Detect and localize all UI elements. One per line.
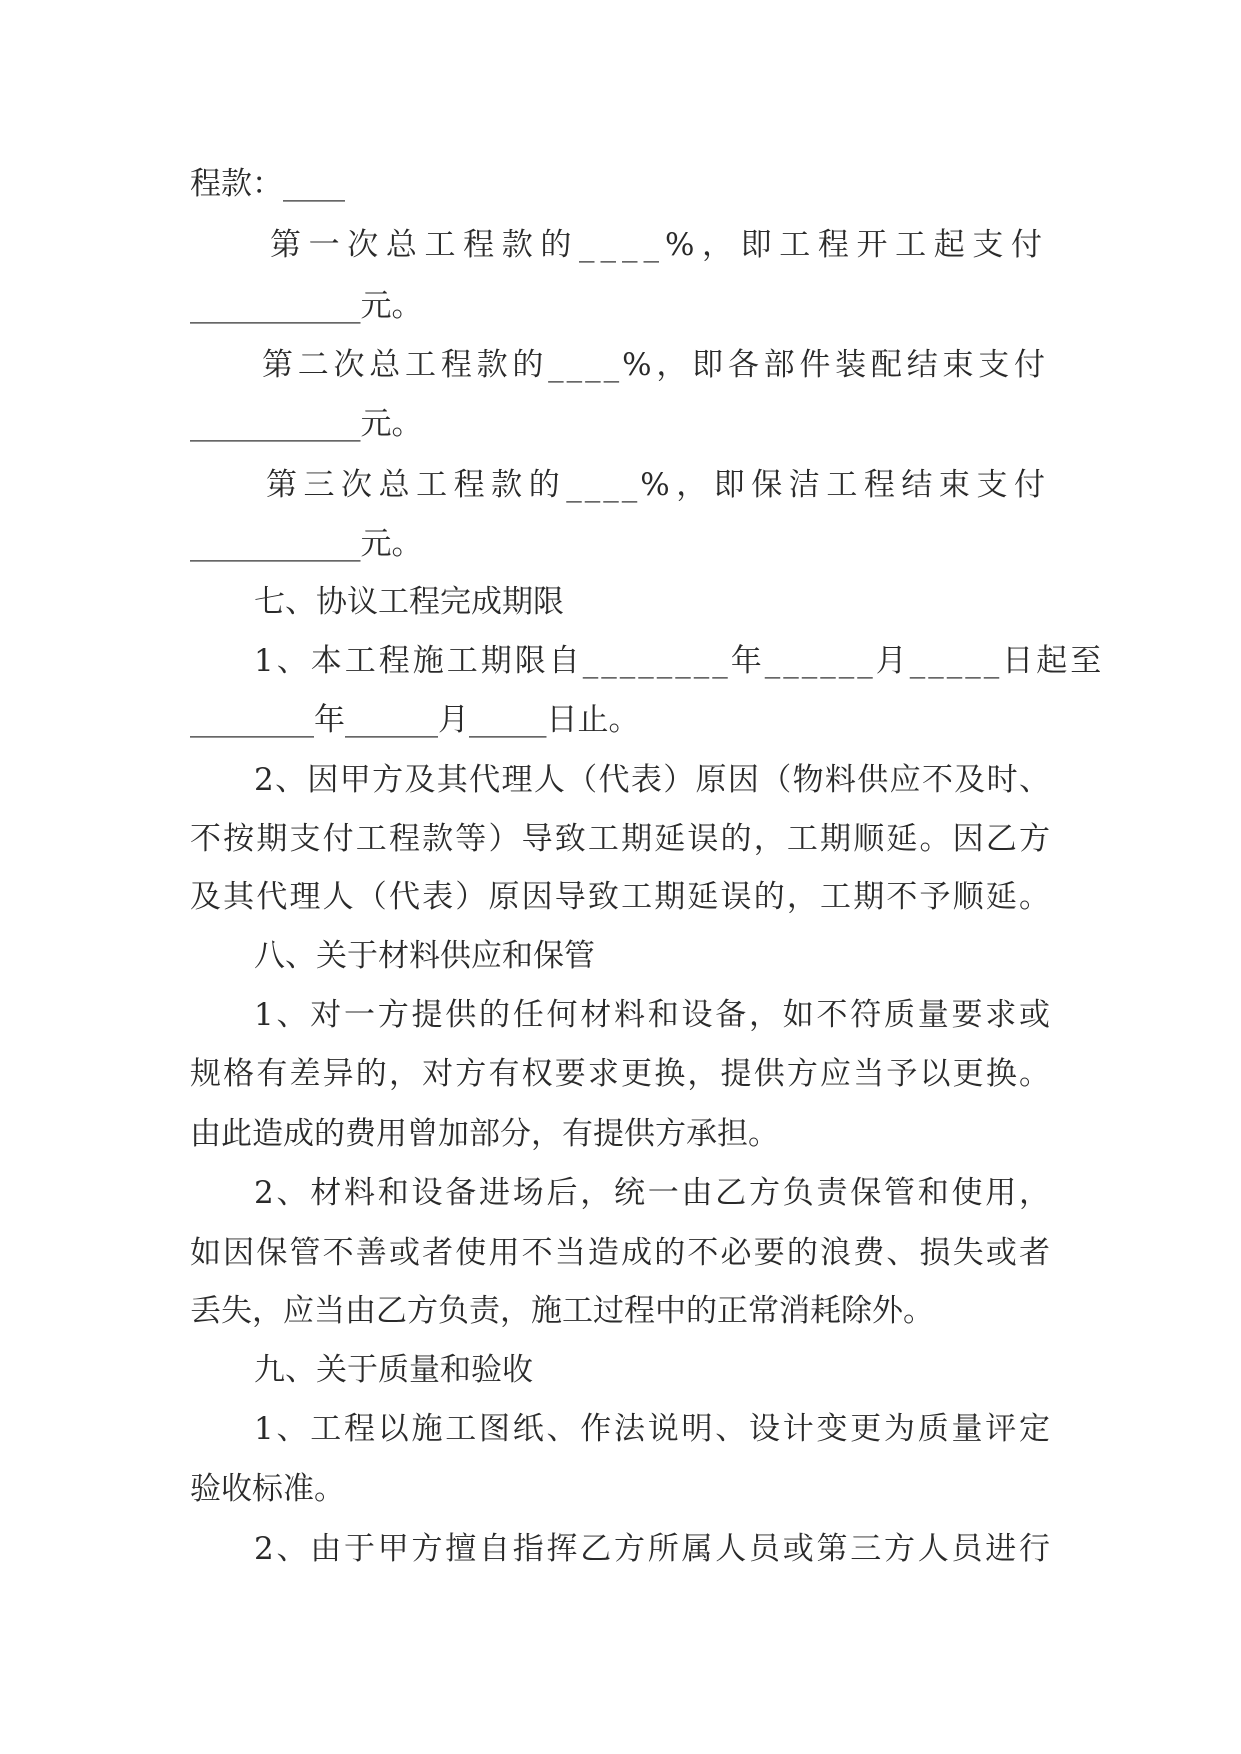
text-line: 验收标准。 [190,1471,345,1507]
text-line: 2、由于甲方擅自指挥乙方所属人员或第三方人员进行 [254,1531,1050,1567]
text-line: 第二次总工程款的____%，即各部件装配结束支付 [262,347,1048,383]
text-line: ___________元。 [190,406,423,442]
text-line: 第一次总工程款的____%，即工程开工起支付 [270,227,1048,263]
text-line: 规格有差异的，对方有权要求更换，提供方应当予以更换。 [190,1056,1050,1092]
text-line: 1、工程以施工图纸、作法说明、设计变更为质量评定 [254,1411,1050,1447]
text-line: 1、本工程施工期限自________年______月_____日起至 [254,643,1105,679]
text-line: 及其代理人（代表）原因导致工期延误的，工期不予顺延。 [190,879,1050,915]
text-line: 2、材料和设备进场后，统一由乙方负责保管和使用， [254,1175,1050,1211]
text-line: 如因保管不善或者使用不当造成的不必要的浪费、损失或者 [190,1235,1050,1271]
text-line: 由此造成的费用曾加部分，有提供方承担。 [190,1116,779,1152]
text-line: ___________元。 [190,288,423,324]
text-line: ________年______月_____日止。 [190,702,640,738]
section-heading: 八、关于材料供应和保管 [254,938,595,974]
text-line: 丢失，应当由乙方负责，施工过程中的正常消耗除外。 [190,1293,934,1329]
text-line: 2、因甲方及其代理人（代表）原因（物料供应不及时、 [254,762,1050,798]
text-line: 第三次总工程款的____%，即保洁工程结束支付 [266,467,1048,503]
text-line: 程款：____ [190,166,345,202]
text-line: 不按期支付工程款等）导致工期延误的，工期顺延。因乙方 [190,821,1050,857]
section-heading: 九、关于质量和验收 [254,1352,533,1388]
section-heading: 七、协议工程完成期限 [254,584,564,620]
text-line: ___________元。 [190,526,423,562]
text-line: 1、对一方提供的任何材料和设备，如不符质量要求或 [254,997,1050,1033]
